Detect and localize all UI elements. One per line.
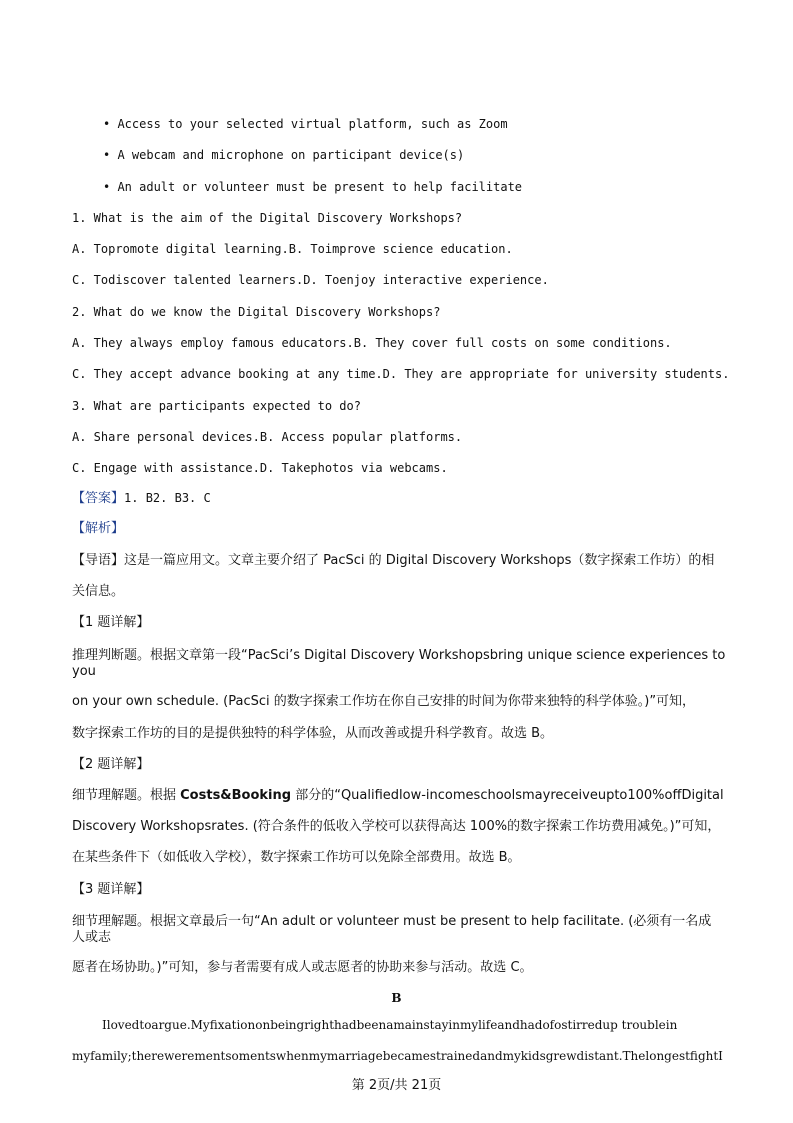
detail-3-label: 【3 题详解】 xyxy=(72,882,150,897)
guide-line-1 xyxy=(72,553,714,569)
bullet-item: • An adult or volunteer must be present to help facilitate xyxy=(103,180,523,194)
detail-1-line-2: on your own schedule. (PacSci 的数字探索工作坊在你自己安排的时间为你带来独特的科学体验。)”可知， xyxy=(72,694,696,709)
bullet-item: • A webcam and microphone on participant device(s) xyxy=(103,148,465,162)
guide-label: 【导语】 xyxy=(72,553,125,568)
detail-1-line-1: 推理判断题。根据文章第一段“PacSci’s Digital Discovery Workshopsbring unique science experiences to xyxy=(72,648,726,663)
section-heading: B xyxy=(391,991,402,1005)
detail-2-line-2: Discovery Workshopsrates. (符合条件的低收入学校可以获得高达 100%的数字探索工作坊费用减免。)”可知， xyxy=(72,819,721,834)
question-1: 1. What is the aim of the Digital Discovery Workshops? xyxy=(72,211,463,225)
detail-1-label: 【1 题详解】 xyxy=(72,615,150,630)
question-2: 2. What do we know the Digital Discovery Workshops? xyxy=(72,305,441,319)
passage-line-1: Ilovedtoargue.Myfixationonbeingrighthadbeenamainstayinmylifeandhadofostirredup troublein xyxy=(102,1018,678,1032)
guide-text: 这是一篇应用文。文章主要介绍了 PacSci 的 Digital Discovery Workshops（数字探索工作坊）的相 xyxy=(124,553,715,568)
detail-1-line-3: 数字探索工作坊的目的是提供独特的科学体验，从而改善或提升科学教育。故选 B。 xyxy=(72,726,554,741)
question-1-options-cd: C. Todiscover talented learners.D. Toenjoy interactive experience. xyxy=(72,273,549,287)
detail-2-line-1-pre: 细节理解题。根据 xyxy=(72,788,181,803)
question-2-options-cd: C. They accept advance booking at any time.D. They are appropriate for university students. xyxy=(72,367,730,381)
question-3-options-ab: A. Share personal devices.B. Access popular platforms. xyxy=(72,430,463,444)
detail-2-line-1-bold: Costs&Booking xyxy=(180,788,292,803)
answer-line xyxy=(72,490,211,507)
question-3-options-cd: C. Engage with assistance.D. Takephotos via webcams. xyxy=(72,461,448,475)
answer-label: 【答案】 xyxy=(72,491,125,506)
detail-3-line-1b: 人或志 xyxy=(72,930,112,945)
detail-2-line-1 xyxy=(72,788,724,804)
guide-line-2: 关信息。 xyxy=(72,584,125,599)
answer-text: 1. B2. B3. C xyxy=(124,491,211,505)
detail-2-label: 【2 题详解】 xyxy=(72,757,150,772)
detail-2-line-3: 在某些条件下（如低收入学校），数字探索工作坊可以免除全部费用。故选 B。 xyxy=(72,850,521,865)
detail-1-line-1b: you xyxy=(72,664,96,679)
question-1-options-ab: A. Topromote digital learning.B. Toimprove science education. xyxy=(72,242,513,256)
question-3: 3. What are participants expected to do? xyxy=(72,399,361,413)
detail-3-line-1: 细节理解题。根据文章最后一句“An adult or volunteer must be present to help facilitate. (必须有一名成 xyxy=(72,914,712,929)
question-2-options-ab: A. They always employ famous educators.B. They cover full costs on some conditions. xyxy=(72,336,672,350)
detail-3-line-2: 愿者在场协助。)”可知，参与者需要有成人或志愿者的协助来参与活动。故选 C。 xyxy=(72,960,533,975)
bullet-item: • Access to your selected virtual platform, such as Zoom xyxy=(103,117,508,131)
passage-line-2: myfamily;therewerementsomentswhenmymarriagebecamestrainedandmykidsgrewdistant.ThelongestfightI xyxy=(72,1049,723,1063)
page-footer: 第 2页/共 21页 xyxy=(351,1078,442,1093)
detail-2-line-1-post: 部分的“Qualifiedlow-incomeschoolsmayreceiveupto100%offDigital xyxy=(291,788,724,803)
analysis-label: 【解析】 xyxy=(72,521,125,536)
